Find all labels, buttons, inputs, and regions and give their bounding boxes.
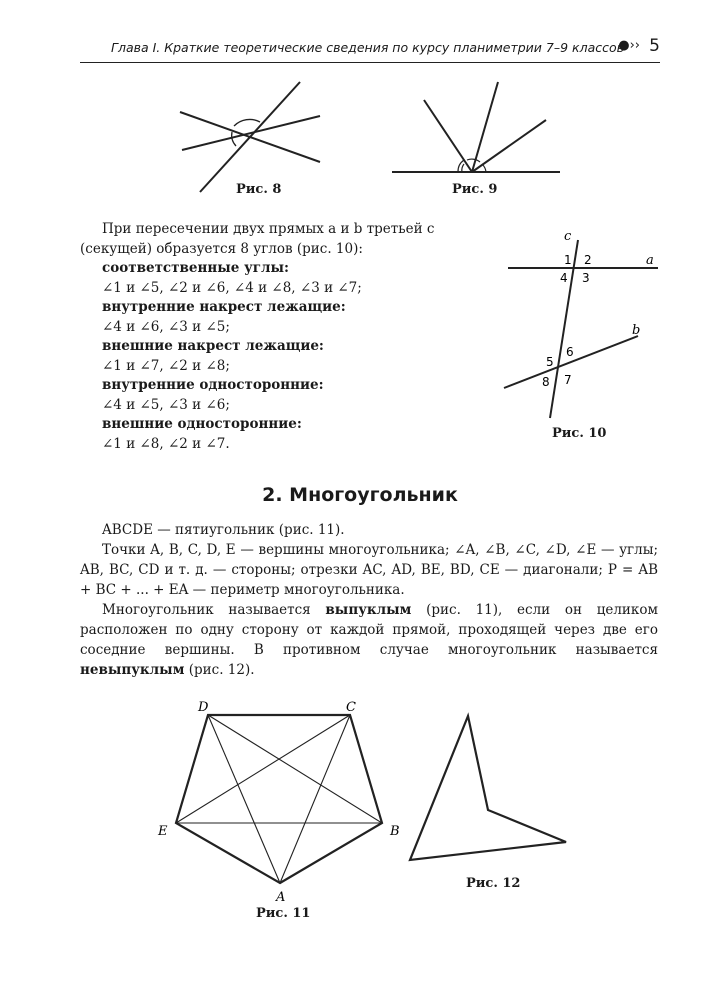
angles-heading-3: внешние накрест лежащие: [102, 338, 324, 354]
figure-11-drawing [150, 695, 410, 905]
fig8-caption: Рис. 8 [236, 182, 282, 197]
p3-part-c: (рис. 12). [184, 662, 255, 678]
p3-part-a: Многоугольник называется [102, 602, 326, 618]
fig10-label-6: 6 [566, 345, 574, 359]
fig10-label-4: 4 [560, 271, 568, 285]
angles-heading-5: внешние односторонние: [102, 416, 302, 432]
header-dots: ●›› [618, 38, 640, 53]
figure-12-drawing [400, 710, 580, 870]
fig11-diagonal-AC [280, 715, 350, 883]
fig10-label-7: 7 [564, 373, 572, 387]
angles-values-2: ∠4 и ∠6, ∠3 и ∠5; [102, 318, 230, 335]
fig9-caption: Рис. 9 [452, 182, 498, 197]
angles-text-block [80, 220, 502, 454]
term-nonconvex: невыпуклым [80, 662, 185, 678]
fig10-label-c: c [564, 229, 572, 244]
fig11-label-D: D [198, 700, 209, 715]
angles-values-3: ∠1 и ∠7, ∠2 и ∠8; [102, 357, 230, 374]
fig9-angle-arc-4 [482, 164, 486, 172]
fig9-ray-1 [424, 100, 472, 172]
fig12-caption: Рис. 12 [466, 876, 521, 891]
fig9-angle-arc-3 [467, 159, 480, 162]
fig8-line-3 [200, 82, 300, 192]
fig11-label-C: C [346, 700, 356, 715]
angles-values-1: ∠1 и ∠5, ∠2 и ∠6, ∠4 и ∠8, ∠3 и ∠7; [102, 279, 362, 296]
fig10-label-1: 1 [564, 253, 572, 267]
fig11-pentagon-sides [176, 715, 382, 883]
fig10-label-3: 3 [582, 271, 590, 285]
fig11-label-E: E [158, 824, 168, 839]
polygon-paragraph-2: Точки A, B, C, D, E — вершины многоугольника; ∠A, ∠B, ∠C, ∠D, ∠E — углы; AB, BC, CD и т. д. — стороны; отрезки AC, AD, BE, BD, CE — диагонали; P = AB + BC + ... + EA — периметр многоугольника. [80, 542, 658, 598]
angles-intro-line-1: При пересечении двух прямых a и b третьей c [102, 221, 435, 237]
fig10-label-a: a [646, 253, 654, 268]
polygon-paragraph-1: ABCDE — пятиугольник (рис. 11). [102, 522, 345, 538]
fig10-label-8: 8 [542, 375, 550, 389]
fig10-caption: Рис. 10 [552, 426, 607, 441]
fig11-label-A: A [276, 890, 286, 905]
angles-heading-4: внутренние односторонние: [102, 377, 324, 393]
fig8-angle-arc-1 [234, 119, 260, 126]
header-rule [80, 62, 660, 63]
page-number: 5 [649, 36, 660, 56]
figure-9-drawing [388, 80, 568, 180]
running-header [80, 38, 660, 64]
fig10-label-5: 5 [546, 355, 554, 369]
polygon-paragraph-3 [80, 600, 658, 680]
fig11-diagonal-AD [208, 715, 280, 883]
section-title: 2. Многоугольник [262, 484, 458, 506]
polygon-text-block [80, 520, 658, 680]
fig10-label-2: 2 [584, 253, 592, 267]
fig9-ray-2 [472, 82, 498, 172]
angles-heading-1: соответственные углы: [102, 260, 290, 276]
p3-part-b: (рис. 11), если он целиком расположен по одну сторону от каждой прямой, проходящей через две его соседние вершины. В противном случае многоугольник называется [80, 602, 658, 658]
fig9-angle-arc-2 [462, 164, 464, 172]
angles-values-5: ∠1 и ∠8, ∠2 и ∠7. [102, 435, 230, 452]
angles-intro-line-2: (секущей) образуется 8 углов (рис. 10): [80, 240, 363, 257]
angles-values-4: ∠4 и ∠5, ∠3 и ∠6; [102, 396, 230, 413]
fig8-angle-arc-2 [232, 132, 236, 146]
fig9-ray-3 [472, 120, 546, 172]
fig11-label-B: B [390, 824, 400, 839]
term-convex: выпуклым [325, 602, 412, 618]
angles-heading-2: внутренние накрест лежащие: [102, 299, 346, 315]
figure-10-drawing [498, 226, 668, 426]
fig12-polygon [410, 716, 566, 860]
fig10-label-b: b [632, 323, 641, 338]
fig11-caption: Рис. 11 [256, 906, 311, 921]
header-title: Глава I. Краткие теоретические сведения по курсу планиметрии 7–9 классов [110, 40, 624, 55]
